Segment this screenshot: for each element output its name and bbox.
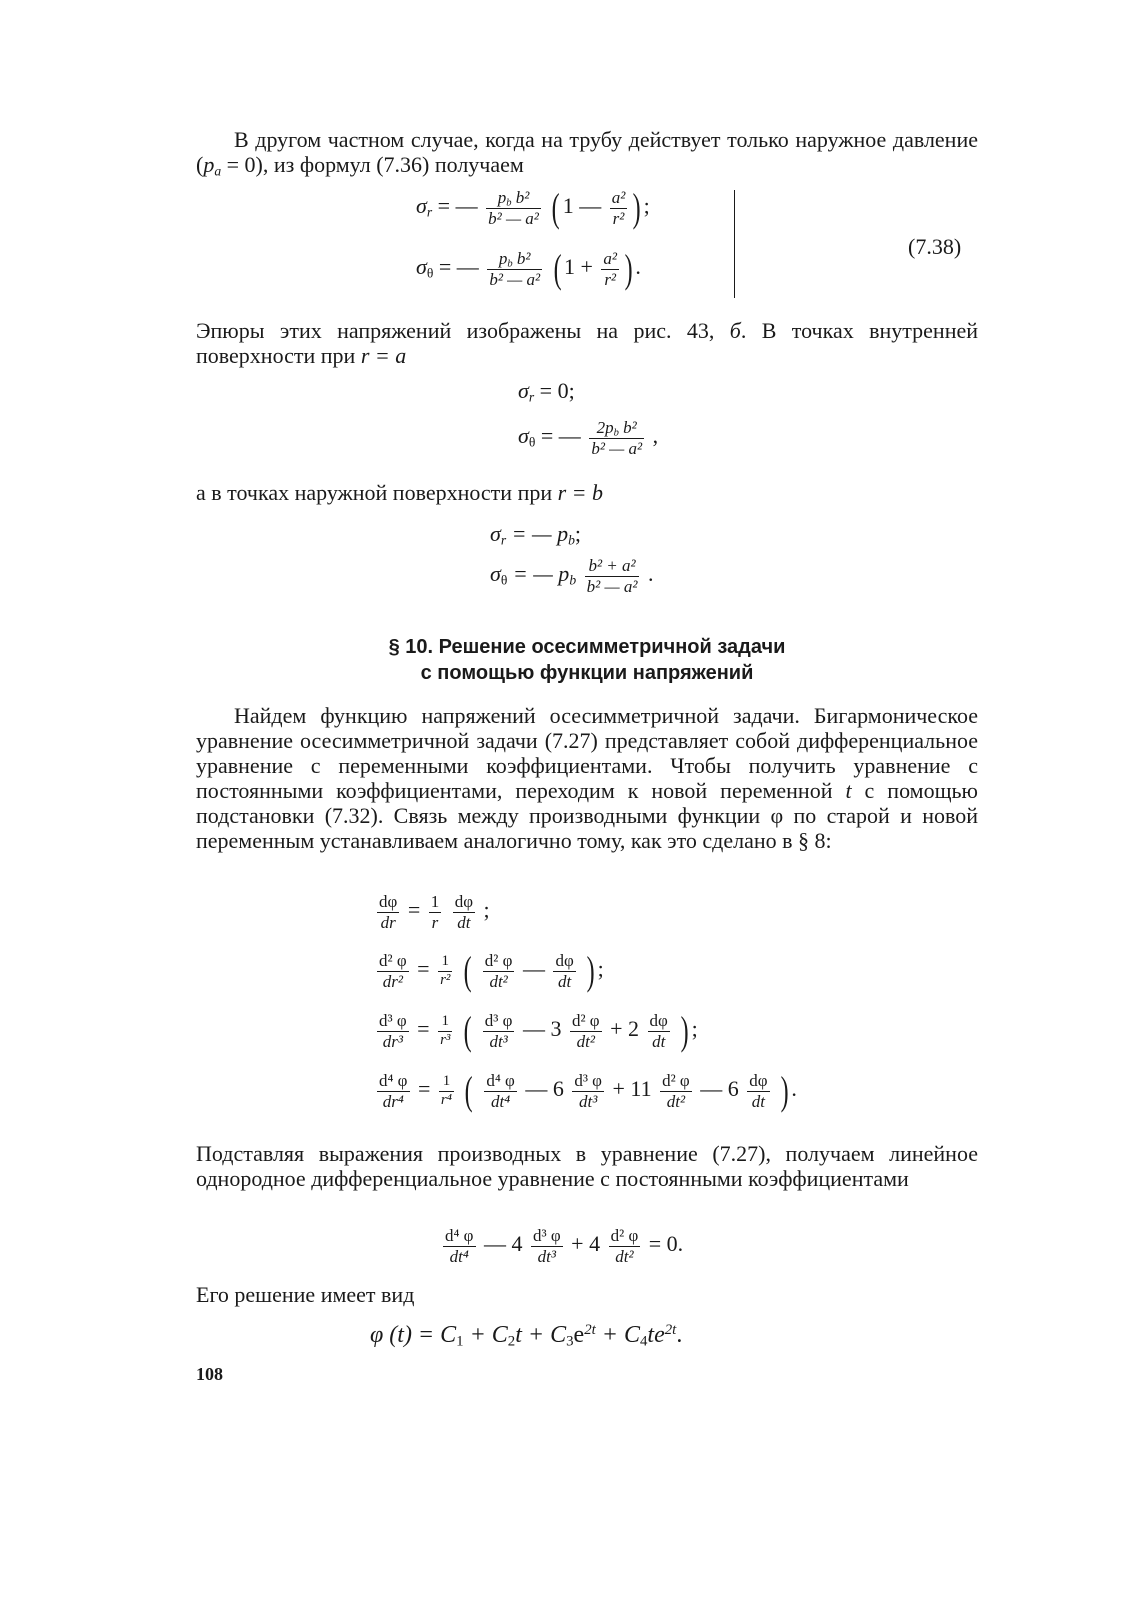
equation-7-38-sigma-theta: $\sigma_\theta$ = — $\frac{p_b b^2}{\text{b² — a²}}$ ( 1 + $\frac{\text{a²}}{\text{r²}}$ ) . [416,246,641,292]
equation-brace [722,190,735,298]
fraction: $\frac{\text{b² + a²}}{\text{b² — a²}}$ [586,556,638,596]
equation-general-solution: φ $(t) = C_1 + C_2t + C_3e^{2t} + C_4te^{2t}$. [370,1321,683,1350]
equation-7-38-sigma-r: $\sigma_r$ = — $\frac{p_b b^2}{\text{b² — a²}}$ ( 1 — $\frac{\text{a²}}{\text{r²}}$ ) ; [416,185,650,231]
equation-outer-sigma-theta: $\sigma_\theta$ = — $p_b$ $\frac{\text{b² + a²}}{\text{b² — a²}}$ . [490,556,654,596]
fraction: $\frac{\text{a²}}{\text{r²}}$ [611,188,626,228]
page-number: 108 [196,1364,223,1384]
paragraph-diagrams: Эпюры этих напряжений изображены на рис. 43, б. В точках внутренней поверхности при r = a [196,318,978,368]
derivative-second: $\frac{\text{d² φ}}{\text{dr²}}$ = $\frac{1}{\text{r²}}$ ( $\frac{\text{d² φ}}{\text{dt²}}$ — $\frac{d\varphi}{dt}$ ) ; [379,948,604,994]
fraction: $\frac{\text{a²}}{\text{r²}}$ [603,249,617,289]
fraction: $\frac{2p_b b^2}{\text{b² — a²}}$ [591,418,643,458]
equation-inner-sigma-r: $\sigma_r = 0$; [518,378,575,405]
paragraph-substitution: Подставляя выражения производных в уравнение (7.27), получаем линейное однородное дифференциальное уравнение с постоянными коэффициентами [196,1141,978,1191]
paragraph-stress-function: Найдем функцию напряжений осесимметричной задачи. Бигармоническое уравнение осесимметричной задачи (7.27) представляет собой дифференциальное уравнение с переменными коэффициентами. Чтобы получить уравнение с постоянными коэффициентами, переходим к новой переменной t с помощью подстановки (7.32). Связь между производными функции φ по старой и новой переменным устанавливаем аналогично тому, как это сделано в § 8: [196,703,978,853]
paragraph-intro: В другом частном случае, когда на трубу действует только наружное давление $(p_a = 0)$, из формул (7.36) получаем [196,127,978,179]
equation-inner-sigma-theta: $\sigma_\theta$ = — $\frac{2p_b b^2}{\text{b² — a²}}$ , [518,418,659,458]
derivative-third: $\frac{\text{d³ φ}}{\text{dr³}}$ = $\frac{1}{\text{r³}}$ ( $\frac{\text{d³ φ}}{\text{dt³}}$ — 3 $\frac{\text{d² φ}}{\text{dt²}}$ + 2 $\frac{d\varphi}{dt}$ ) ; [379,1008,698,1054]
fraction: $\frac{p_b b^2}{\text{b² — a²}}$ [488,188,539,228]
fraction: $\frac{p_b b^2}{\text{b² — a²}}$ [489,249,541,289]
section-heading: § 10. Решение осесимметричной задачи с помощью функции напряжений [388,636,786,684]
derivative-first: $\frac{d\varphi}{dr}$ = $\frac{1}{r}$ $\frac{d\varphi}{dt}$ ; [379,892,490,932]
equation-linear-ode: $\frac{\text{d⁴ φ}}{\text{dt⁴}}$ — 4 $\frac{\text{d³ φ}}{\text{dt³}}$ + 4 $\frac{\text{d² φ}}{\text{dt²}}$ = 0. [445,1226,684,1266]
derivative-fourth: $\frac{\text{d⁴ φ}}{\text{dr⁴}}$ = $\frac{1}{\text{r⁴}}$ ( $\frac{\text{d⁴ φ}}{\text{dt⁴}}$ — 6 $\frac{\text{d³ φ}}{\text{dt³}}$ + 11 $\frac{\text{d² φ}}{\text{dt²}}$ — 6 $\frac{d\varphi}{dt}$ ) . [379,1068,797,1114]
paragraph-outer: а в точках наружной поверхности при r = b [196,480,604,505]
equation-outer-sigma-r: $\sigma_r$ = — $p_b$; [490,521,582,548]
equation-number: (7.38) [908,234,962,259]
paragraph-solution: Его решение имеет вид [196,1282,415,1307]
